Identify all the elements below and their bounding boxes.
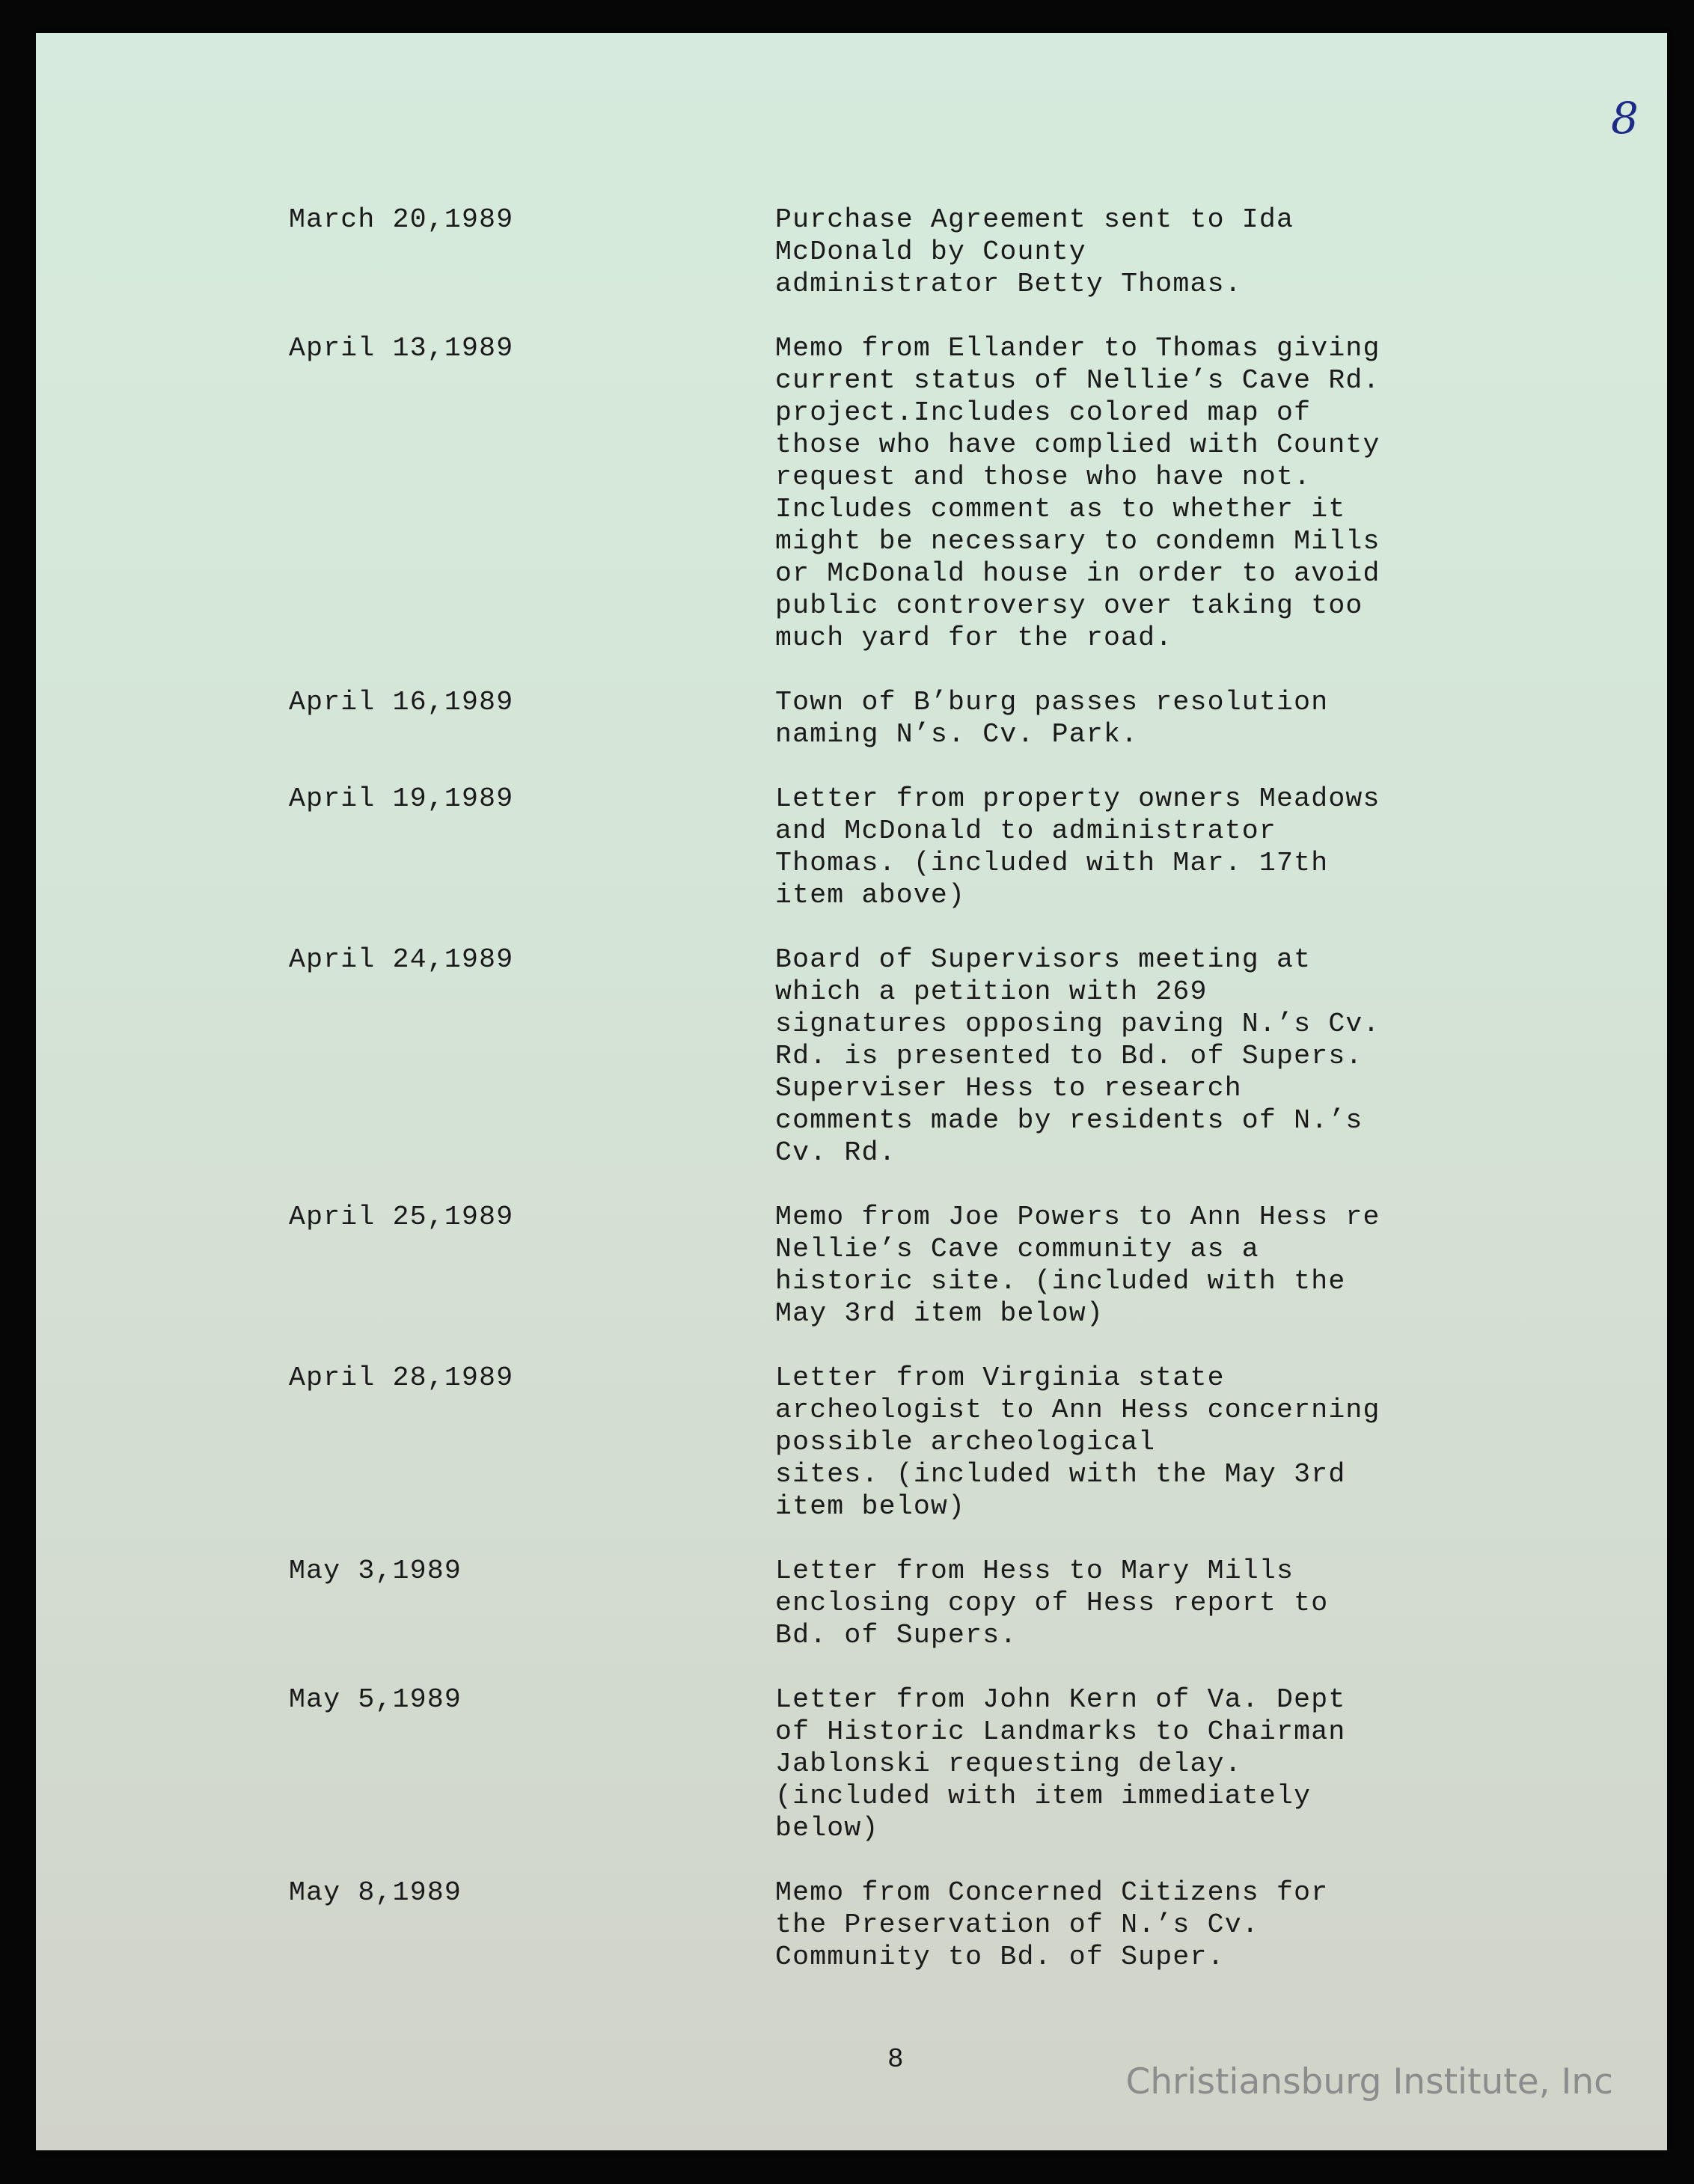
- entry-description-line: Cv. Rd.: [775, 1137, 896, 1168]
- entry-description-line: Bd. of Supers.: [775, 1620, 1018, 1651]
- entry-description-line: Rd. is presented to Bd. of Supers.: [775, 1041, 1363, 1071]
- entry-description-line: of Historic Landmarks to Chairman: [775, 1716, 1346, 1747]
- entry-date: May 3,1989: [289, 1556, 462, 1586]
- page-number: 8: [887, 2044, 904, 2075]
- chronology-entry: [289, 1201, 1486, 1330]
- entry-description-line: below): [775, 1813, 879, 1844]
- entry-description-line: signatures opposing paving N.’s Cv.: [775, 1009, 1380, 1039]
- entry-description-line: Purchase Agreement sent to Ida: [775, 204, 1294, 235]
- entry-date: March 20,1989: [289, 204, 514, 235]
- entry-description: [775, 1876, 1486, 1973]
- document-page: [36, 33, 1667, 2150]
- entry-description-line: or McDonald house in order to avoid: [775, 558, 1380, 589]
- entry-description-line: sites. (included with the May 3rd: [775, 1459, 1346, 1490]
- entry-description-line: Memo from Joe Powers to Ann Hess re: [775, 1202, 1380, 1232]
- entry-description-line: much yard for the road.: [775, 623, 1173, 653]
- entry-description-line: Superviser Hess to research: [775, 1073, 1242, 1104]
- entry-description-line: enclosing copy of Hess report to: [775, 1588, 1329, 1618]
- entry-date: April 16,1989: [289, 687, 514, 718]
- chronology-entry: [289, 332, 1486, 654]
- entry-description-line: Memo from Concerned Citizens for: [775, 1877, 1329, 1908]
- entry-date: April 25,1989: [289, 1202, 514, 1232]
- entry-description-line: which a petition with 269: [775, 976, 1208, 1007]
- entry-description-line: (included with item immediately: [775, 1781, 1312, 1811]
- entry-description-line: Memo from Ellander to Thomas giving: [775, 333, 1380, 364]
- entry-description-line: request and those who have not.: [775, 462, 1312, 492]
- entry-description-line: archeologist to Ann Hess concerning: [775, 1395, 1380, 1425]
- entry-description-line: Letter from Hess to Mary Mills: [775, 1556, 1294, 1586]
- entry-description: [775, 943, 1486, 1169]
- entry-description-line: Letter from property owners Meadows: [775, 783, 1380, 814]
- entry-description-line: Town of B’burg passes resolution: [775, 687, 1329, 718]
- entry-description-line: public controversy over taking too: [775, 590, 1363, 621]
- entry-date: May 8,1989: [289, 1877, 462, 1908]
- entry-description-line: Includes comment as to whether it: [775, 494, 1346, 524]
- chronology-entry: [289, 204, 1486, 300]
- entry-description-line: those who have complied with County: [775, 429, 1380, 460]
- entry-description-line: Letter from John Kern of Va. Dept: [775, 1684, 1346, 1715]
- entry-description: [775, 1555, 1486, 1651]
- entry-description-line: historic site. (included with the: [775, 1266, 1346, 1297]
- entry-description-line: item above): [775, 880, 966, 911]
- entry-description-line: and McDonald to administrator: [775, 816, 1277, 846]
- entry-description-line: May 3rd item below): [775, 1298, 1104, 1329]
- entry-description-line: project.Includes colored map of: [775, 397, 1312, 428]
- entry-description-line: possible archeological: [775, 1427, 1156, 1457]
- watermark: Christiansburg Institute, Inc: [1125, 2061, 1613, 2102]
- entry-description-line: Thomas. (included with Mar. 17th: [775, 848, 1329, 878]
- chronology-list: [289, 204, 1486, 2005]
- entry-date: May 5,1989: [289, 1684, 462, 1715]
- entry-description: [775, 1683, 1486, 1844]
- entry-description: [775, 332, 1486, 654]
- entry-date: April 13,1989: [289, 333, 514, 364]
- entry-description-line: the Preservation of N.’s Cv.: [775, 1909, 1259, 1940]
- entry-description-line: Letter from Virginia state: [775, 1362, 1225, 1393]
- chronology-entry: [289, 1362, 1486, 1523]
- chronology-entry: [289, 1683, 1486, 1844]
- entry-description: [775, 204, 1486, 300]
- entry-description: [775, 1362, 1486, 1523]
- entry-description-line: Nellie’s Cave community as a: [775, 1234, 1259, 1264]
- chronology-entry: [289, 1555, 1486, 1651]
- entry-description-line: Community to Bd. of Super.: [775, 1942, 1225, 1972]
- chronology-entry: [289, 1876, 1486, 1973]
- chronology-entry: [289, 783, 1486, 911]
- entry-description-line: Jablonski requesting delay.: [775, 1749, 1242, 1779]
- entry-description-line: comments made by residents of N.’s: [775, 1105, 1363, 1136]
- entry-description-line: current status of Nellie’s Cave Rd.: [775, 365, 1380, 396]
- entry-description-line: might be necessary to condemn Mills: [775, 526, 1380, 557]
- handwritten-page-number: 8: [1611, 93, 1639, 144]
- entry-description-line: naming N’s. Cv. Park.: [775, 719, 1139, 750]
- entry-description: [775, 783, 1486, 911]
- entry-date: April 28,1989: [289, 1362, 514, 1393]
- entry-description: [775, 1201, 1486, 1330]
- entry-description-line: Board of Supervisors meeting at: [775, 944, 1312, 975]
- entry-date: April 19,1989: [289, 783, 514, 814]
- chronology-entry: [289, 686, 1486, 750]
- entry-description-line: item below): [775, 1491, 966, 1522]
- entry-description: [775, 686, 1486, 750]
- entry-description-line: administrator Betty Thomas.: [775, 269, 1242, 299]
- entry-description-line: McDonald by County: [775, 236, 1086, 267]
- chronology-entry: [289, 943, 1486, 1169]
- entry-date: April 24,1989: [289, 944, 514, 975]
